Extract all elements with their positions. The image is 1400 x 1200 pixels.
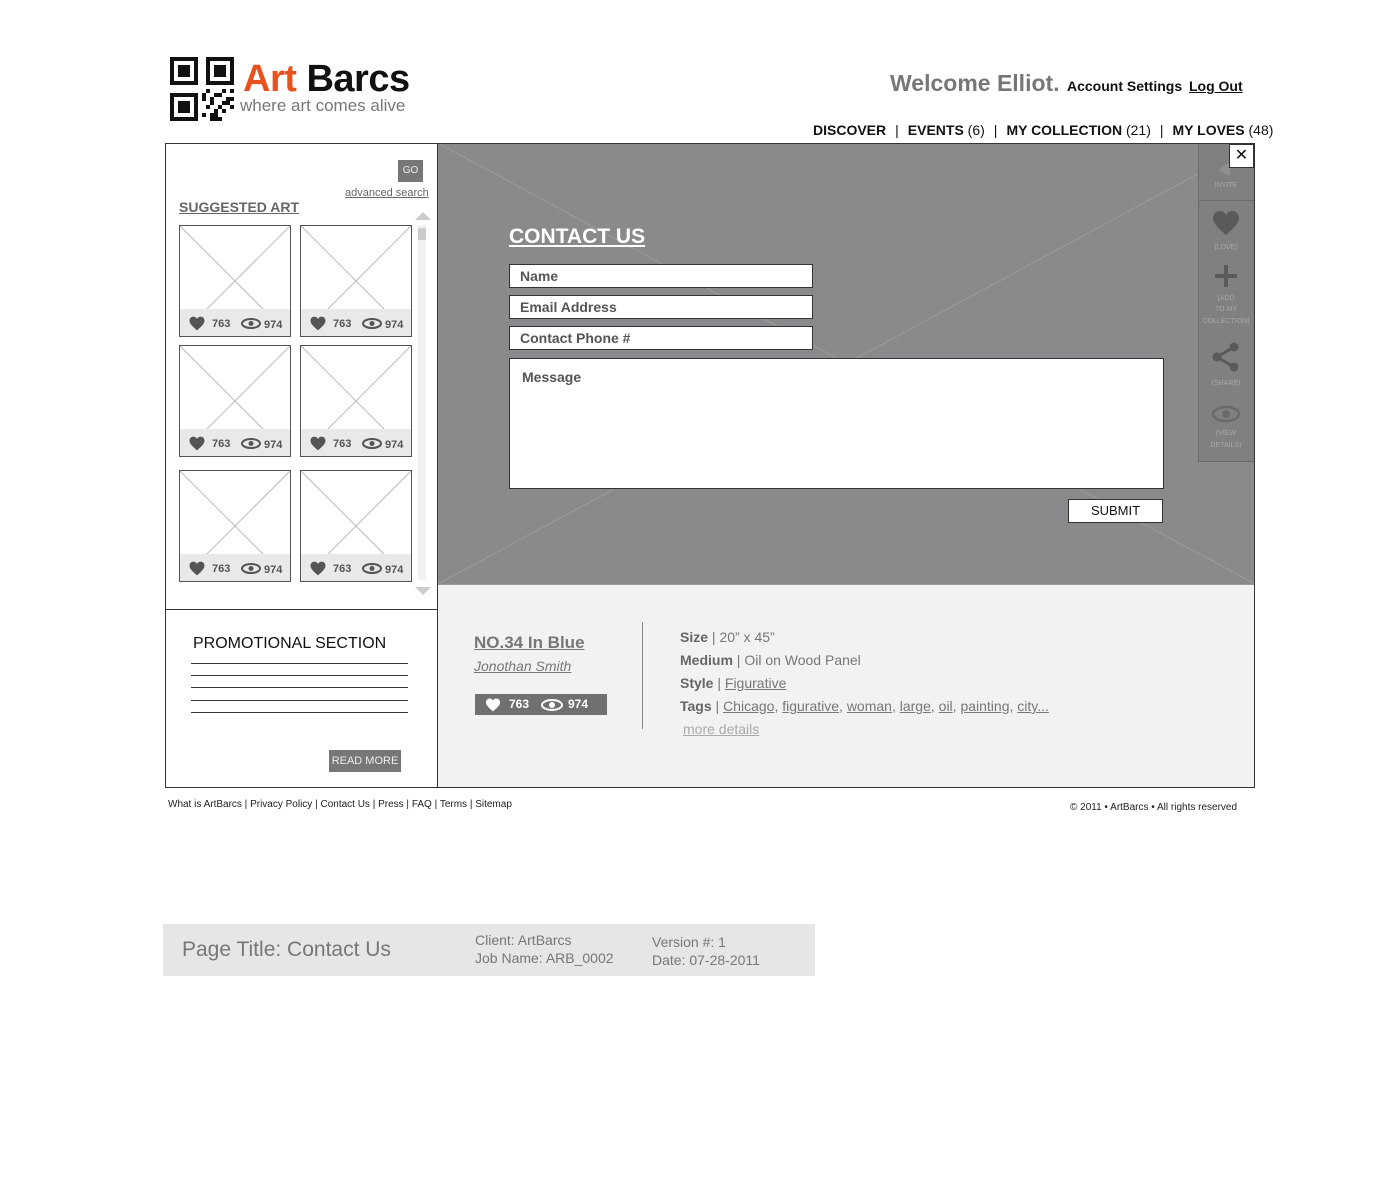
scrollbar-track[interactable] xyxy=(418,225,426,580)
tag-link[interactable]: painting xyxy=(960,698,1010,714)
eye-icon xyxy=(241,318,261,329)
views-count: 974 xyxy=(385,319,404,331)
views-count: 974 xyxy=(264,564,283,576)
footer-link[interactable]: Privacy Policy xyxy=(250,799,313,810)
eye-icon xyxy=(241,563,261,574)
scrollbar-thumb[interactable] xyxy=(418,228,426,240)
nav-collection-count: (21) xyxy=(1125,122,1151,138)
artwork-title[interactable]: NO.34 In Blue xyxy=(474,633,585,652)
sidebar-divider xyxy=(165,609,438,610)
artist-name[interactable]: Jonothan Smith xyxy=(474,658,572,674)
thumbnail-stats xyxy=(301,554,411,581)
spec-medium: Medium | Oil on Wood Panel xyxy=(680,652,861,668)
nav-events-count: (6) xyxy=(967,122,985,138)
heart-icon xyxy=(188,436,206,451)
promo-text-line xyxy=(191,663,408,664)
eye-icon xyxy=(362,438,382,449)
suggested-art-thumbnail[interactable] xyxy=(179,225,291,337)
submit-button[interactable]: SUBMIT xyxy=(1068,499,1163,523)
welcome-message: Welcome Elliot. xyxy=(890,70,1060,96)
views-count: 974 xyxy=(385,564,404,576)
promo-text-line xyxy=(191,687,408,688)
views-count: 974 xyxy=(385,439,404,451)
job-info: Job Name: ARB_0002 xyxy=(475,950,614,966)
eye-icon xyxy=(362,318,382,329)
wireframe-page-title: Page Title: Contact Us xyxy=(182,938,391,961)
message-field[interactable]: Message xyxy=(509,358,1164,489)
views-count: 974 xyxy=(568,697,589,711)
loves-count: 763 xyxy=(333,563,352,575)
scroll-down-arrow-icon[interactable] xyxy=(415,587,431,595)
nav-collection-label: MY COLLECTION xyxy=(1006,122,1123,138)
suggested-art-heading: SUGGESTED ART xyxy=(179,199,300,215)
loves-count: 763 xyxy=(509,697,530,711)
spec-size: Size | 20” x 45” xyxy=(680,629,775,645)
logo-barcs-word: Barcs xyxy=(306,58,410,100)
spec-medium-label: Medium xyxy=(680,652,733,668)
advanced-search-link[interactable]: advanced search xyxy=(345,187,429,199)
logo-art-word: Art xyxy=(243,58,297,100)
tag-link[interactable]: oil xyxy=(938,698,953,714)
loves-count: 763 xyxy=(212,563,231,575)
tag-link[interactable]: woman xyxy=(846,698,892,714)
eye-icon xyxy=(241,438,261,449)
name-field[interactable]: Name xyxy=(509,264,813,288)
thumbnail-stats xyxy=(301,429,411,456)
suggested-art-thumbnail[interactable] xyxy=(300,225,412,337)
copyright: © 2011 • ArtBarcs • All rights reserved xyxy=(1070,802,1238,813)
spec-tags-label: Tags xyxy=(680,698,712,714)
tag-link[interactable]: city... xyxy=(1017,698,1049,714)
heart-icon xyxy=(188,561,206,576)
spec-medium-value: Oil on Wood Panel xyxy=(744,652,861,668)
nav-events-label: EVENTS xyxy=(907,122,964,138)
view-label-2: DETAILS) xyxy=(1210,442,1242,449)
footer-link[interactable]: What is ArtBarcs xyxy=(168,799,242,810)
client-info: Client: ArtBarcs xyxy=(475,932,572,948)
footer-links: What is ArtBarcs | Privacy Policy | Contact Us | Press | FAQ | Terms | Sitemap xyxy=(168,799,512,810)
suggested-art-thumbnail[interactable] xyxy=(300,470,412,582)
promo-text-line xyxy=(191,675,408,676)
nav-loves-count: (48) xyxy=(1248,122,1274,138)
views-count: 974 xyxy=(264,319,283,331)
share-label: (SHARE) xyxy=(1211,380,1241,387)
loves-count: 763 xyxy=(212,438,231,450)
heart-icon xyxy=(188,316,206,331)
thumbnail-stats xyxy=(180,309,290,336)
heart-icon xyxy=(309,561,327,576)
account-settings-link[interactable]: Account Settings xyxy=(1067,78,1183,94)
add-label-2: TO MY xyxy=(1214,306,1238,313)
suggested-art-thumbnail[interactable] xyxy=(300,345,412,457)
contact-us-title: CONTACT US xyxy=(509,225,646,248)
loves-count: 763 xyxy=(333,318,352,330)
promo-text-line xyxy=(191,700,408,701)
loves-count: 763 xyxy=(212,318,231,330)
footer-link[interactable]: Terms xyxy=(439,799,468,810)
thumbnail-stats xyxy=(180,429,290,456)
views-count: 974 xyxy=(264,439,283,451)
promo-title: PROMOTIONAL SECTION xyxy=(193,635,387,652)
close-button[interactable]: ✕ xyxy=(1229,144,1254,168)
read-more-button[interactable]: READ MORE xyxy=(329,750,401,772)
tag-link[interactable]: figurative xyxy=(782,698,840,714)
nav-my-collection[interactable] xyxy=(1006,122,1150,138)
tagline: where art comes alive xyxy=(240,96,406,115)
thumbnail-stats xyxy=(301,309,411,336)
footer-link[interactable]: Contact Us xyxy=(320,799,370,810)
scroll-up-arrow-icon[interactable] xyxy=(415,212,431,220)
version-info: Version #: 1 xyxy=(652,934,726,950)
go-button[interactable]: GO xyxy=(398,160,423,182)
eye-icon xyxy=(362,563,382,574)
heart-icon xyxy=(309,316,327,331)
email-field[interactable]: Email Address xyxy=(509,295,813,319)
spec-size-value: 20” x 45” xyxy=(719,629,775,645)
add-label-1: (ADD xyxy=(1217,295,1235,302)
loves-count: 763 xyxy=(333,438,352,450)
love-label: (LOVE) xyxy=(1214,244,1238,251)
footer-link[interactable]: FAQ xyxy=(411,799,432,810)
nav-discover[interactable]: DISCOVER xyxy=(813,122,887,138)
log-out-link[interactable]: Log Out xyxy=(1189,78,1243,94)
nav-events[interactable] xyxy=(908,122,985,138)
tag-link[interactable]: large xyxy=(899,698,931,714)
tag-link[interactable]: Chicago xyxy=(723,698,775,714)
invite-label: INVITE xyxy=(1214,182,1238,189)
thumbnail-stats xyxy=(180,554,290,581)
spec-size-label: Size xyxy=(680,629,709,645)
suggested-art-thumbnail[interactable] xyxy=(179,345,291,457)
nav-my-loves[interactable] xyxy=(1173,122,1274,138)
qr-code-logo xyxy=(170,57,234,121)
spec-tags: Tags | Chicago, figurative, woman, large, oil, painting, city... xyxy=(680,698,1049,714)
suggested-art-thumbnail[interactable] xyxy=(179,470,291,582)
footer-link[interactable]: Press xyxy=(378,799,404,810)
spec-style: Style | Figurative xyxy=(680,675,787,691)
promo-text-line xyxy=(191,712,408,713)
date-info: Date: 07-28-2011 xyxy=(652,952,760,968)
heart-icon xyxy=(309,436,327,451)
nav-separator: | xyxy=(993,122,998,138)
main-nav xyxy=(813,122,1273,138)
phone-field[interactable]: Contact Phone # xyxy=(509,326,813,350)
site-logo[interactable] xyxy=(243,58,410,101)
nav-separator: | xyxy=(895,122,899,138)
footer-link[interactable]: Sitemap xyxy=(475,799,512,810)
more-details-link[interactable]: more details xyxy=(683,721,760,737)
view-label-1: (VIEW xyxy=(1215,430,1237,437)
nav-loves-label: MY LOVES xyxy=(1172,122,1245,138)
nav-separator: | xyxy=(1159,122,1164,138)
add-label-3: COLLECTION) xyxy=(1202,318,1250,325)
spec-style-link[interactable]: Figurative xyxy=(724,675,787,691)
spec-style-label: Style xyxy=(680,675,714,691)
